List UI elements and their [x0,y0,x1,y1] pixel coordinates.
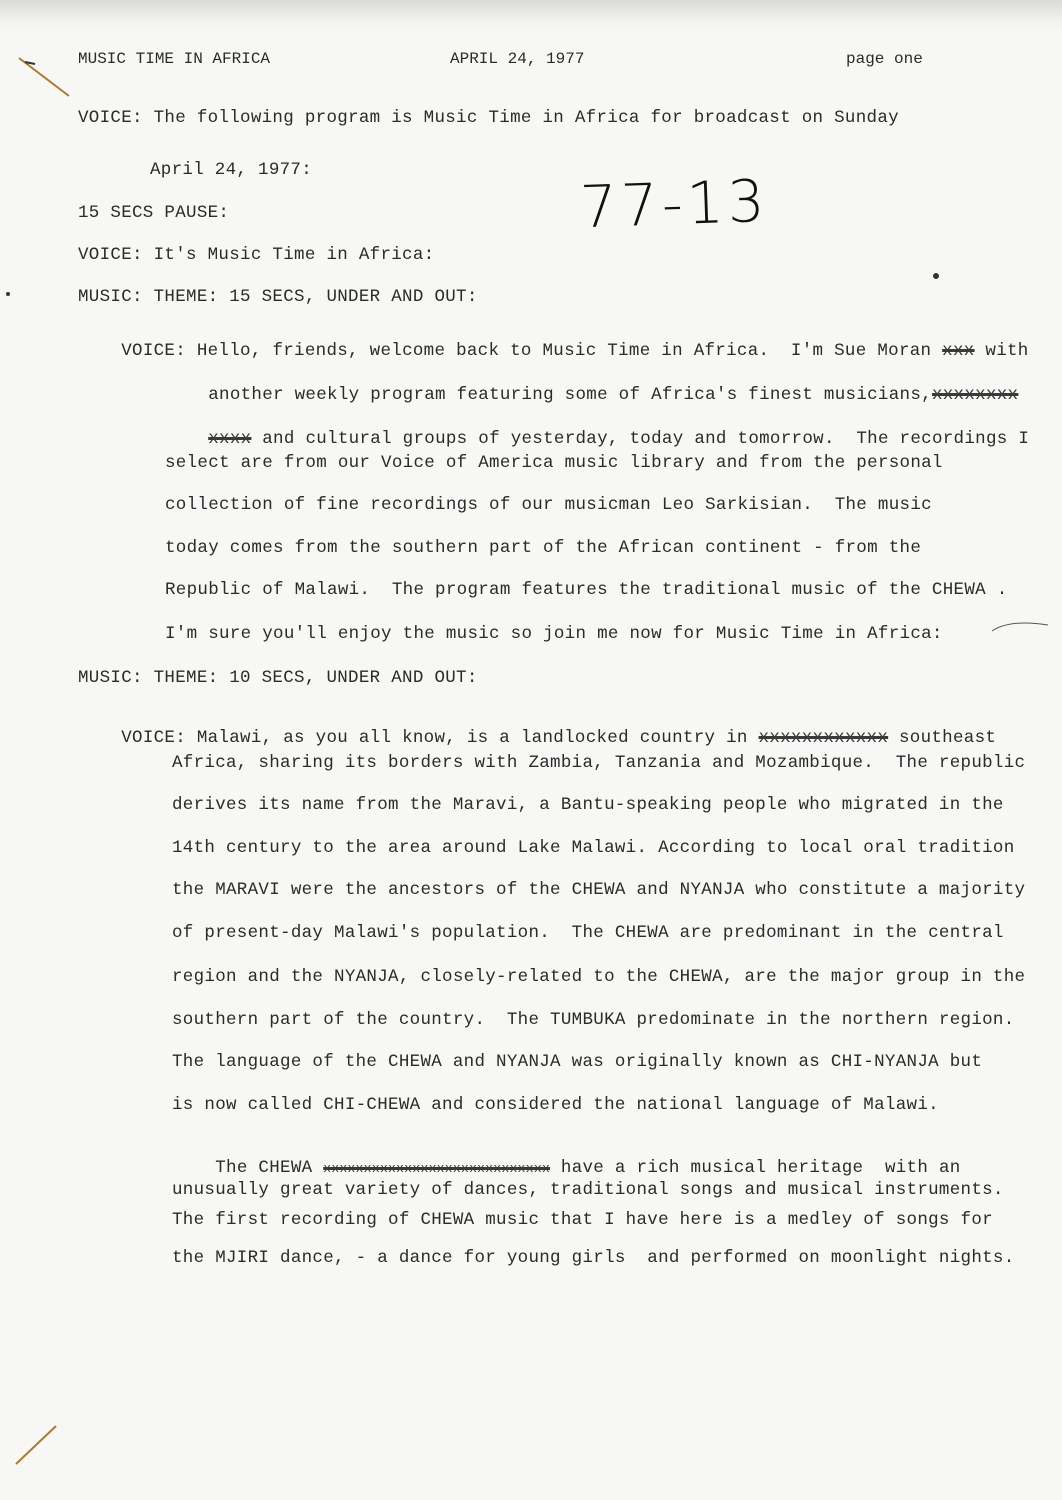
ink-dot [933,273,939,279]
line-music-theme-10: MUSIC: THEME: 10 SECS, UNDER AND OUT: [78,668,478,688]
line-republic: Republic of Malawi. The program features the traditional music of the CHEWA . [165,580,1008,600]
line-14th-century: 14th century to the area around Lake Malawi. According to local oral tradition [172,838,1015,858]
pencil-mark-top [15,52,75,102]
fragment-heritage: have a rich musical heritage with an [560,1158,961,1178]
ink-dot-margin [6,292,10,296]
line-present-day: of present-day Malawi's population. The CHEWA are predominant in the central [172,923,1004,943]
scan-top-edge [0,0,1062,34]
line-pause: 15 SECS PAUSE: [78,203,230,223]
line-today: today comes from the southern part of the African continent - from the [165,538,922,558]
line-unusually: unusually great variety of dances, traditional songs and musical instruments. [172,1180,1004,1200]
line-language: The language of the CHEWA and NYANJA was originally known as CHI-NYANJA but [172,1052,983,1072]
handwritten-number: 77-13 [578,166,770,242]
fragment-with: with [985,341,1029,361]
line-weekly-program-text: another weekly program featuring some of Africa's finest musicians, [208,385,932,405]
line-cultural-groups-text: and cultural groups of yesterday, today and tomorrow. The recordings I [262,429,1030,449]
line-first-recording: The first recording of CHEWA music that I have here is a medley of songs for [172,1210,993,1230]
pencil-mark-bottom [12,1420,62,1470]
line-voice-hello-text: VOICE: Hello, friends, welcome back to Music Time in Africa. I'm Sue Moran [121,341,932,361]
line-region: region and the NYANJA, closely-related to the CHEWA, are the major group in the [172,967,1026,987]
line-select: select are from our Voice of America music library and from the personal [165,453,943,473]
line-voice-malawi-text: VOICE: Malawi, as you all know, is a landlocked country in [121,728,748,748]
strikeout-chewa-line: xxxxxxxxxxxxxxxxxxxxxxxxxxxx [323,1161,551,1176]
line-im-sure: I'm sure you'll enjoy the music so join me now for Music Time in Africa: [165,624,943,644]
strikeout-after-moran: xxx [942,341,975,361]
line-chi-chewa: is now called CHI-CHEWA and considered the national language of Malawi. [172,1095,939,1115]
fragment-southeast: southeast [898,728,997,748]
line-voice-music-time: VOICE: It's Music Time in Africa: [78,245,435,265]
line-collection: collection of fine recordings of our musicman Leo Sarkisian. The music [165,495,932,515]
line-africa-borders: Africa, sharing its borders with Zambia, Tanzania and Mozambique. The republic [172,753,1026,773]
header-date: APRIL 24, 1977 [450,50,585,68]
line-chewa-text: The CHEWA [215,1158,313,1178]
strikeout-musicians: xxxxxxxx [931,385,1019,405]
line-mjiri: the MJIRI dance, - a dance for young girls and performed on moonlight nights. [172,1248,1015,1268]
strikeout-groups: xxxx [208,429,252,449]
line-maravi: the MARAVI were the ancestors of the CHEWA and NYANJA who constitute a majority [172,880,1026,900]
strikeout-landlocked: xxxxxxxxxxxx [758,728,889,748]
header-program: MUSIC TIME IN AFRICA [78,50,271,68]
line-southern-part: southern part of the country. The TUMBUKA predominate in the northern region. [172,1010,1015,1030]
line-voice-intro: VOICE: The following program is Music Time in Africa for broadcast on Sunday [78,108,899,128]
pencil-mark-right [990,615,1050,635]
line-music-theme-15: MUSIC: THEME: 15 SECS, UNDER AND OUT: [78,287,478,307]
line-date: April 24, 1977: [150,160,313,180]
line-derives: derives its name from the Maravi, a Bantu-speaking people who migrated in the [172,795,1004,815]
header-page: page one [846,50,923,68]
